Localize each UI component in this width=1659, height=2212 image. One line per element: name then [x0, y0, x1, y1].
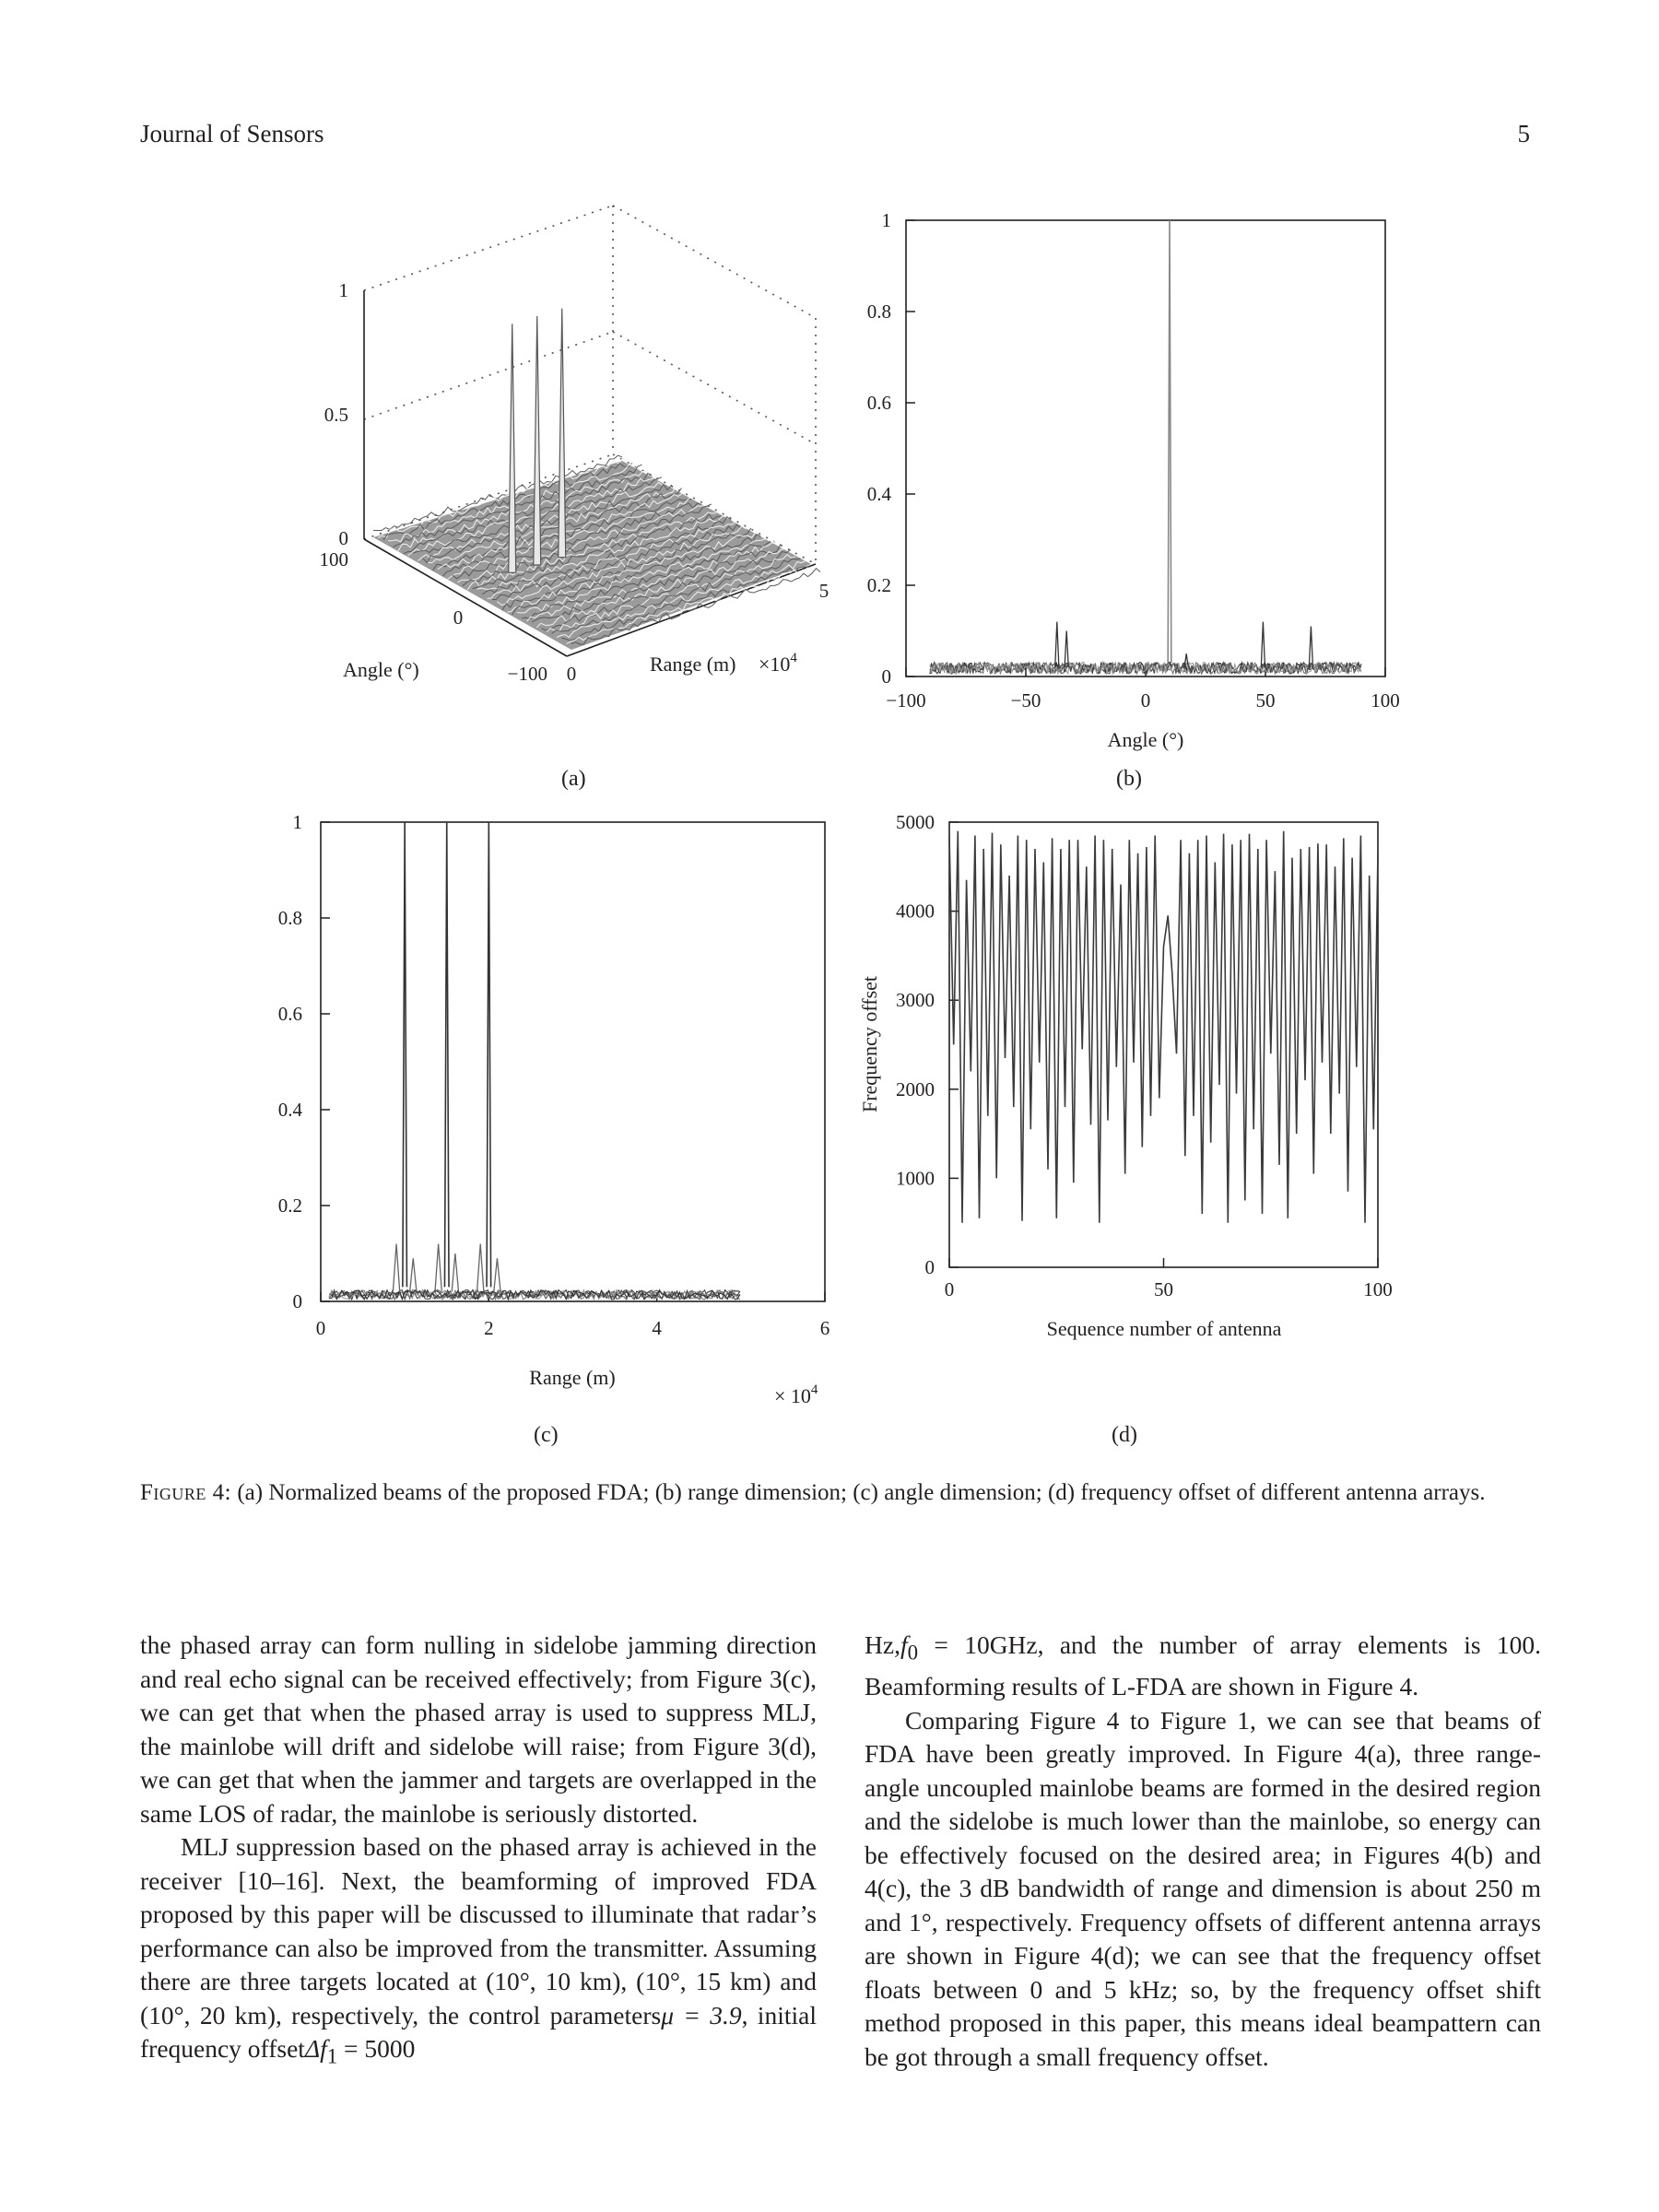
- math-f0: f: [900, 1630, 908, 1659]
- paragraph: MLJ suppression based on the phased array is achieved in the receiver [10–16]. Next, the beamforming of improved FDA proposed by this paper will be discussed to illuminate that radar’s performance can also be improved from the transmitter. Assuming there are three targets located at (10°, 10 km), (10°, 15 km) and (10°, 20 km), respectively, the control parametersμ = 3.9, initial frequency offsetΔf$_1$ = 5000: [140, 1832, 817, 2068]
- panel-b-x-tick-label: 100: [1371, 689, 1400, 712]
- panel-b-sidelobe-spike: [1065, 631, 1068, 668]
- panel-c-x-tick-label: 6: [819, 1317, 830, 1339]
- figure-caption: [140, 1477, 1541, 1508]
- panel-c-sidelobe: [393, 1244, 399, 1292]
- panel-b-y-tick-label: 0.4: [866, 483, 891, 505]
- panel-a-angle-tick: 0: [453, 606, 464, 629]
- panel-a-range-label: Range (m): [650, 653, 736, 676]
- panel-b-sidelobe-spike: [1261, 622, 1265, 668]
- panel-b-x-tick-label: −100: [886, 689, 926, 712]
- panel-c-y-tick-label: 0.6: [277, 1003, 302, 1025]
- caption-label: Figure 4:: [140, 1480, 232, 1505]
- panel-a-range-multiplier: $\times 10^4$: [759, 651, 797, 676]
- panel-b-x-axis-label: Angle (°): [1107, 728, 1184, 751]
- panel-c-sidelobe: [410, 1258, 417, 1291]
- panel-c-mainlobe: [444, 822, 449, 1287]
- panel-b-x-tick-label: 50: [1255, 689, 1276, 712]
- panel-label-c: (c): [534, 1423, 559, 1447]
- page-number: 5: [1517, 120, 1530, 147]
- body-column-left: [140, 1629, 817, 2074]
- panel-d-y-tick-label: 4000: [896, 900, 935, 923]
- panel-b-sidelobe-spike: [1309, 627, 1312, 668]
- paragraph: Comparing Figure 4 to Figure 1, we can see that beams of FDA have been greatly improved. In Figure 4(a), three range-angle uncoupled mainlobe beams are formed in the desired region and the sidelobe is much lower than the mainlobe, so energy can be effectively focused on the desired area; in Figures 4(b) and 4(c), the 3 dB bandwidth of range and dimension is about 250 m and 1°, respectively. Frequency offsets of different antenna arrays are shown in Figure 4(d); we can see that the frequency offset floats between 0 and 5 kHz; so, by the frequency offset shift method proposed in this paper, this means ideal beampattern can be got through a small frequency offset.: [865, 1705, 1541, 2071]
- panel-b-y-tick-label: 0.8: [866, 300, 891, 323]
- panel-a-range-tick: 0: [566, 663, 577, 685]
- panel-c-y-tick-label: 0.4: [277, 1099, 302, 1121]
- panel-d-y-axis-label: Frequency offset: [858, 975, 881, 1113]
- panel-d-line-chart: [858, 811, 1393, 1340]
- panel-b-y-tick-label: 0: [881, 665, 891, 688]
- panel-d-y-tick-label: 1000: [896, 1167, 935, 1190]
- paragraph: the phased array can form nulling in sidelobe jamming direction and real echo signal can be received effectively; from Figure 3(c), we can get that when the phased array is used to suppress MLJ, the mainlobe will drift and sidelobe will raise; from Figure 3(d), we can get that when the jammer and targets are overlapped in the same LOS of radar, the mainlobe is seriously distorted.: [140, 1630, 817, 1828]
- panel-c-sidelobe: [494, 1258, 500, 1291]
- panel-a-z-tick: 0.5: [324, 404, 348, 426]
- panel-b-line-chart: [867, 209, 1400, 751]
- panel-c-x-tick-label: 4: [652, 1317, 662, 1339]
- panel-c-sidelobe: [477, 1244, 484, 1292]
- paragraph: $Hz,f_0 = 10GHz$, and the number of array elements is 100. Beamforming results of L-FDA are shown in Figure 4.: [865, 1630, 1541, 1700]
- panel-c-sidelobe: [435, 1244, 441, 1292]
- panel-c-multiplier: × $10^4$: [774, 1382, 818, 1407]
- panel-c-mainlobe: [487, 822, 491, 1287]
- running-head-journal: Journal of Sensors: [140, 120, 324, 147]
- panel-c-y-tick-label: 0.2: [277, 1194, 302, 1217]
- panel-a-range-tick: 5: [818, 580, 830, 602]
- caption-text: (a) Normalized beams of the proposed FDA; (b) range dimension; (c) angle dimension; (d) frequency offset of different antenna arrays.: [231, 1480, 1486, 1505]
- panel-c-y-tick-label: 0: [292, 1290, 302, 1312]
- panel-d-y-tick-label: 3000: [896, 989, 935, 1012]
- math-delta-f: Δf: [304, 2034, 327, 2063]
- panel-a-mainlobe-peak: [509, 324, 516, 572]
- panel-b-y-tick-label: 0.6: [866, 392, 891, 414]
- panel-c-x-tick-label: 0: [315, 1317, 326, 1339]
- panel-label-b: (b): [1116, 767, 1142, 791]
- panel-d-y-tick-label: 0: [924, 1256, 935, 1278]
- panel-d-x-tick-label: 100: [1363, 1278, 1393, 1300]
- panel-c-x-tick-label: 2: [484, 1317, 494, 1339]
- panel-d-x-tick-label: 0: [944, 1278, 955, 1300]
- panel-c-sidelobe: [452, 1253, 458, 1292]
- panel-c-mainlobe: [403, 822, 407, 1287]
- panel-b-y-tick-label: 0.2: [866, 574, 891, 596]
- panel-a-angle-tick: 100: [319, 548, 348, 571]
- math-mu: μ = 3.9: [661, 2000, 742, 2030]
- panel-d-frequency-offset-line: [949, 831, 1378, 1223]
- panel-a-mainlobe-peak: [534, 316, 541, 565]
- panel-b-mainlobe: [1168, 220, 1171, 663]
- panel-a-z-tick: 0: [338, 527, 348, 549]
- panel-c-y-tick-label: 0.8: [277, 907, 302, 929]
- panel-c-y-tick-label: 1: [292, 811, 302, 833]
- panel-c-line-chart: [278, 811, 830, 1407]
- panel-label-a: (a): [561, 767, 586, 791]
- panel-a-z-tick: 1: [338, 279, 348, 301]
- panel-b-x-tick-label: 0: [1140, 689, 1151, 712]
- panel-a-angle-label: Angle (°): [343, 658, 419, 681]
- panel-b-x-tick-label: −50: [1010, 689, 1041, 712]
- panel-b-sidelobe-spike: [1055, 622, 1059, 668]
- panel-label-d: (d): [1112, 1423, 1137, 1447]
- panel-d-x-axis-label: Sequence number of antenna: [1046, 1317, 1282, 1340]
- panel-d-y-tick-label: 2000: [896, 1077, 935, 1100]
- panel-d-y-tick-label: 5000: [896, 811, 935, 833]
- panel-c-x-axis-label: Range (m): [529, 1366, 616, 1389]
- panel-d-x-tick-label: 50: [1154, 1278, 1173, 1300]
- panel-a-mainlobe-peak: [559, 309, 566, 558]
- panel-a-surface-plot: [320, 206, 830, 685]
- panel-b-y-tick-label: 1: [881, 209, 891, 231]
- body-column-right: [865, 1629, 1541, 2074]
- panel-a-angle-tick: −100: [507, 663, 547, 685]
